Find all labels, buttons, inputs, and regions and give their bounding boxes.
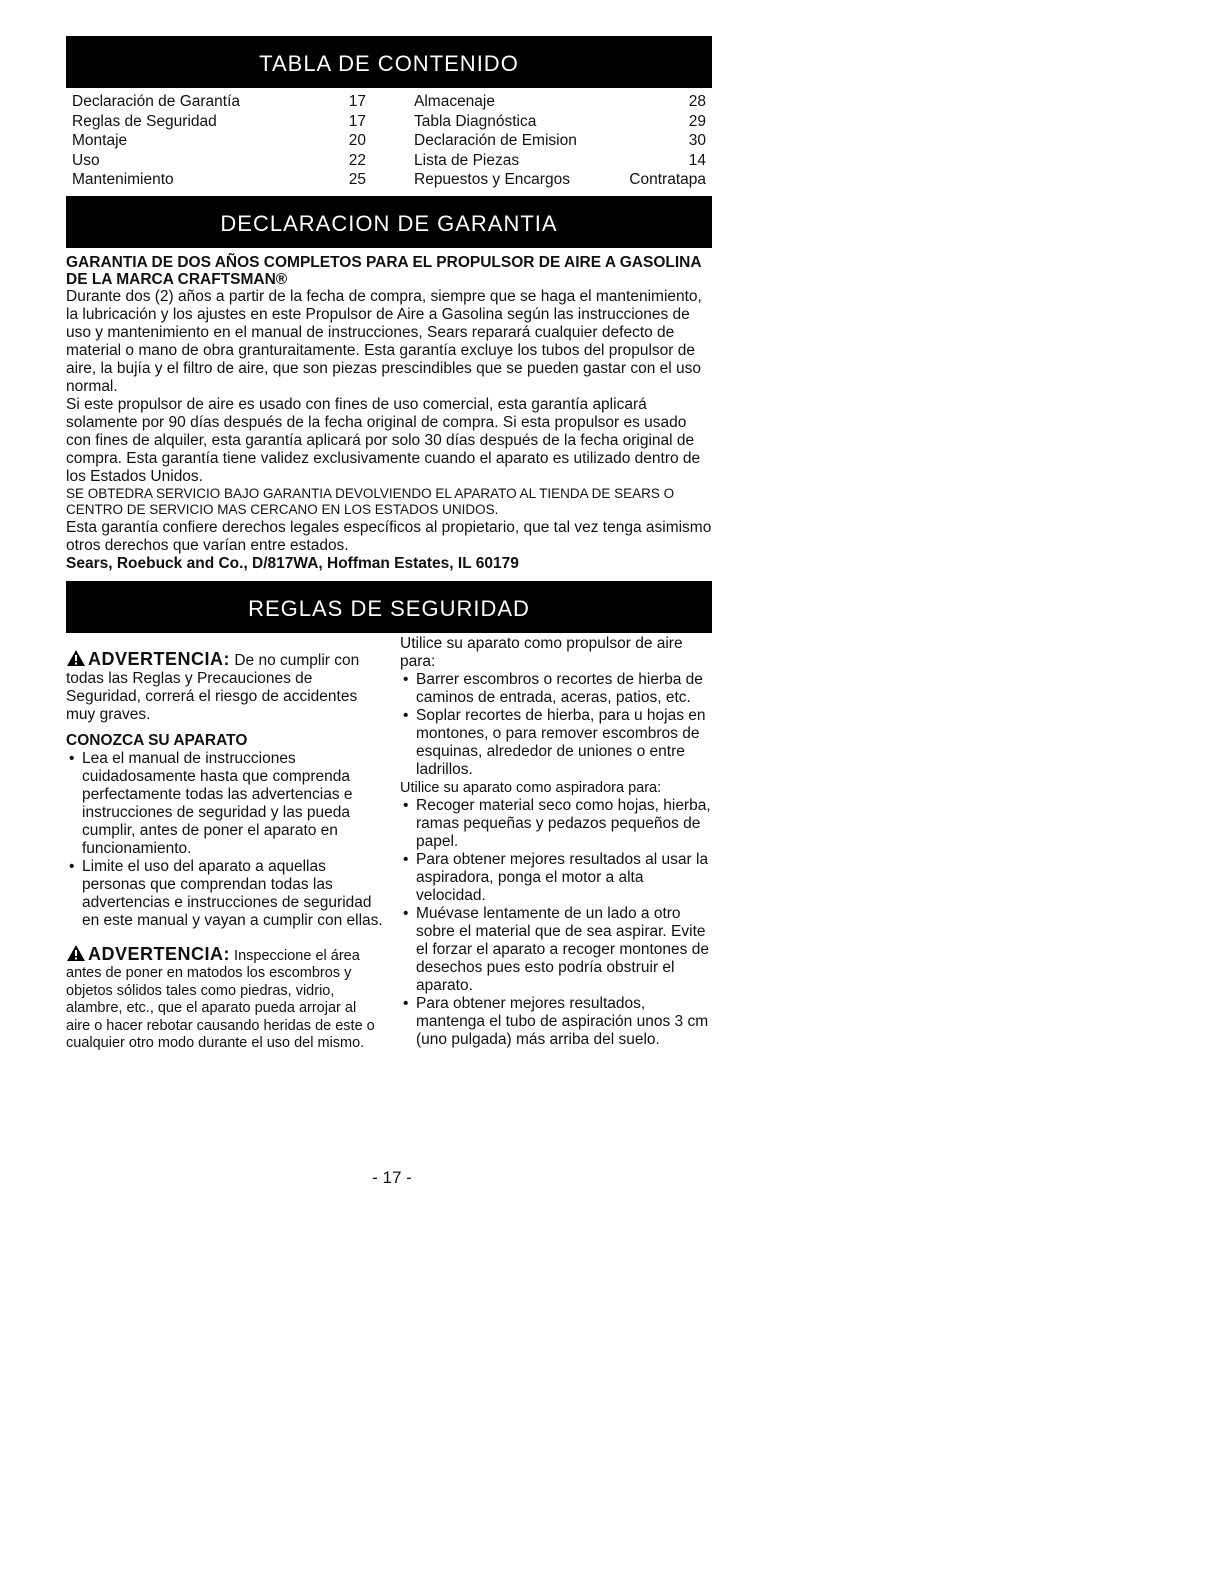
toc-row [72,170,366,190]
toc-page: 17 [348,93,366,110]
toc-page: 20 [348,132,366,149]
manual-page [66,36,712,1053]
toc-row [414,151,706,171]
toc-row [414,170,706,190]
toc-label: Mantenimiento [72,171,174,188]
list-item: • Limite el uso del aparato a aquellas personas que comprendan todas las advertencias e instrucciones de seguridad en este manual y vayan a cumplir con ellas. [66,858,384,930]
list-item: • Muévase lentamente de un lado a otro sobre el material que de sea aspirar. Evite el forzar el aparato a recoger montones de desechos pues esto podría obstruir el aparato. [400,905,712,995]
aspiradora-list [400,797,712,1049]
toc-row [72,92,366,112]
list-item: • Para obtener mejores resultados al usar la aspiradora, ponga el motor a alta velocidad. [400,851,712,905]
conozca-heading: CONOZCA SU APARATO [66,731,248,749]
toc-label: Almacenaje [414,93,495,110]
sears-address: Sears, Roebuck and Co., D/817WA, Hoffman Estates, IL 60179 [66,554,519,572]
reglas-columns [66,635,712,1053]
warning-heading: ADVERTENCIA: [88,943,231,964]
toc-banner: TABLA DE CONTENIDO [66,36,712,88]
garantia-paragraph: Esta garantía confiere derechos legales específicos al propietario, que tal vez tenga asimismo otros derechos que varían entre estados. [66,518,712,554]
list-item: • Lea el manual de instrucciones cuidadosamente hasta que comprenda perfectamente todas las advertencias e instrucciones de seguridad y las pueda cumplir, antes de poner el aparato en funcionamiento. [66,750,384,858]
warning-block [66,649,384,724]
warning-heading: ADVERTENCIA: [88,648,231,669]
warning-text: De no cumplir con todas las Reglas y Precauciones de Seguridad, correrá el riesgo de accidentes muy graves. [66,651,360,723]
toc-label: Reglas de Seguridad [72,112,217,130]
toc-row [414,92,706,112]
toc-label: Declaración de Garantía [72,93,241,110]
toc-row [414,112,706,132]
garantia-paragraph: Durante dos (2) años a partir de la fecha de compra, siempre que se haga el mantenimiento, la lubricación y los ajustes en este Propulsor de Aire a Gasolina según las instrucciones de uso y mantenimiento en el manual de instrucciones, Sears reparará cualquier defecto de material o mano de obra granturaitamente. Esta garantía excluye los tubos del propulsor de aire, la bujía y el filtro de aire, que son piezas prescindibles que se pueden gastar con el uso normal. [66,287,702,395]
page-number: - 17 - [372,1168,412,1187]
propulsor-intro: Utilice su aparato como propulsor de aire para: [400,634,683,670]
warning-triangle-icon [66,944,86,962]
toc-row [72,151,366,171]
garantia-service-note: SE OBTEDRA SERVICIO BAJO GARANTIA DEVOLVIENDO EL APARATO AL TIENDA DE SEARS O CENTRO DE SERVICIO MAS CERCANO EN LOS ESTADOS UNIDOS. [66,485,675,517]
garantia-heading: GARANTIA DE DOS AÑOS COMPLETOS PARA EL PROPULSOR DE AIRE A GASOLINA DE LA MARCA CRAFTSMAN® [66,253,701,288]
toc-page: 29 [688,112,706,130]
toc-row [414,131,706,151]
conozca-list [66,750,384,930]
toc-row [72,131,366,151]
warning-text: Inspeccione el área antes de poner en matodos los escombros y objetos sólidos tales como piedras, vidrio, alambre, etc., que el aparato pueda arrojar al aire o hacer rebotar causando heridas de este o cualquier otro modo durante el uso del mismo. [66,947,375,1051]
garantia-banner: DECLARACION DE GARANTIA [66,196,712,248]
table-of-contents [66,88,712,190]
reglas-left-column [66,635,384,1053]
garantia-paragraph: Si este propulsor de aire es usado con fines de uso comercial, esta garantía aplicará solamente por 90 días después de la fecha original de compra. Si esta propulsor es usado con fines de alquiler, esta garantía aplicará por solo 30 días después de la fecha original de compra. Esta garantía tiene validez exclusivamente cuando el aparato es utilizado dentro de los Estados Unidos. [66,395,701,485]
propulsor-list [400,671,712,779]
toc-page: 25 [348,171,366,188]
warning-triangle-icon [66,649,86,667]
toc-label: Uso [72,151,100,169]
toc-page: 17 [348,112,366,130]
reglas-right-column [400,635,712,1053]
toc-label: Montaje [72,132,128,149]
toc-page: 28 [688,93,706,110]
toc-left-column [72,92,366,190]
toc-page: 30 [688,132,706,149]
list-item: • Recoger material seco como hojas, hierba, ramas pequeñas y pedazos pequeños de papel. [400,797,712,851]
toc-label: Tabla Diagnóstica [414,112,537,130]
aspiradora-intro: Utilice su aparato como aspiradora para: [400,779,662,796]
toc-label: Declaración de Emision [414,132,577,149]
toc-label: Lista de Piezas [414,151,520,169]
warning-block [66,944,384,1053]
reglas-banner: REGLAS DE SEGURIDAD [66,581,712,633]
toc-right-column [414,92,706,190]
list-item: • Barrer escombros o recortes de hierba de caminos de entrada, aceras, patios, etc. [400,671,712,707]
toc-row [72,112,366,132]
toc-page: 14 [688,151,706,169]
list-item: • Para obtener mejores resultados, mantenga el tubo de aspiración unos 3 cm (uno pulgada) más arriba del suelo. [400,995,712,1049]
toc-page: 22 [348,151,366,169]
list-item: • Soplar recortes de hierba, para u hojas en montones, o para remover escombros de esquinas, alrededor de uniones o entre ladrillos. [400,707,712,779]
toc-page: Contratapa [629,171,706,188]
toc-label: Repuestos y Encargos [414,171,570,188]
